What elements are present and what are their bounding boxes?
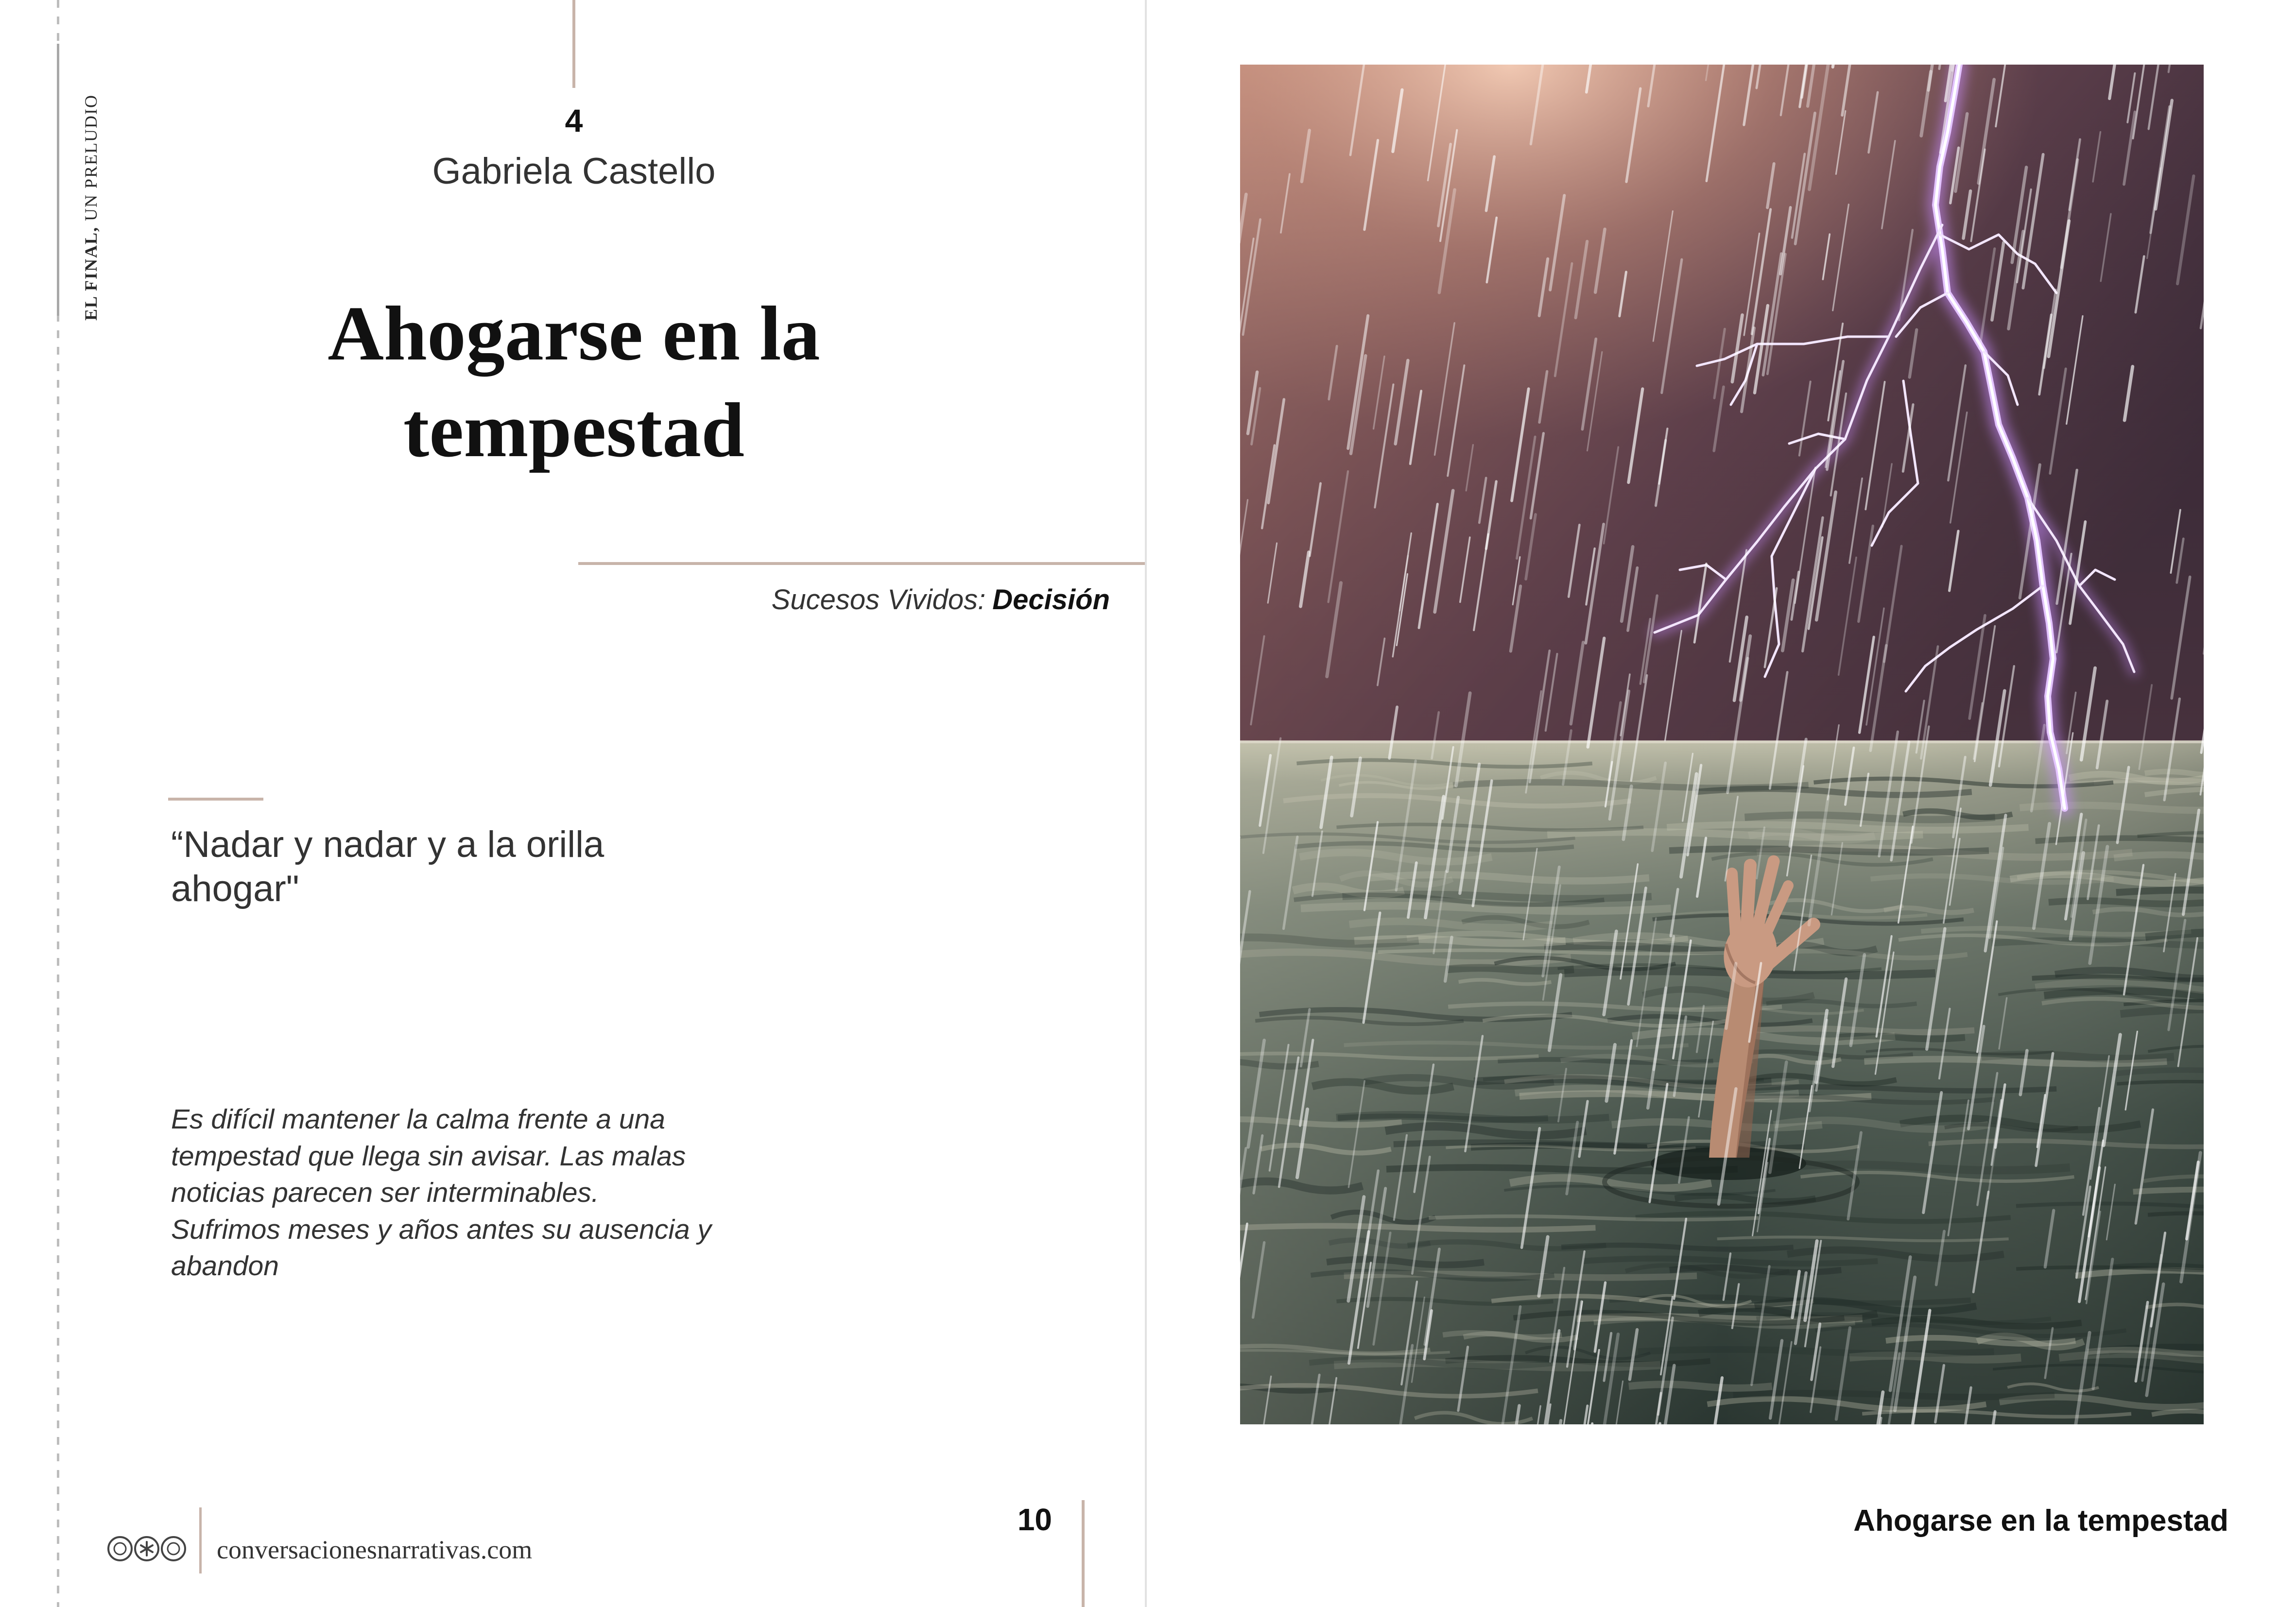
three-circles-logo-icon bbox=[104, 1530, 190, 1567]
spine-solid-line bbox=[57, 44, 59, 316]
footer-rule bbox=[199, 1507, 202, 1573]
wave-streak bbox=[1447, 968, 1574, 971]
page-number-rule bbox=[1082, 1500, 1085, 1607]
article-title-line: Ahogarse en la bbox=[328, 290, 820, 376]
article-title-line: tempestad bbox=[403, 387, 745, 473]
intro-line: abandon bbox=[171, 1250, 279, 1282]
page-number: 10 bbox=[1017, 1502, 1052, 1537]
running-title-rest: UN PRELUDIO bbox=[81, 94, 101, 226]
page-divider bbox=[1145, 0, 1147, 1607]
wave-streak bbox=[2145, 771, 2204, 775]
article-number: 4 bbox=[565, 103, 583, 138]
category-label: Sucesos Vividos: bbox=[771, 584, 986, 615]
category-value: Decisión bbox=[992, 584, 1110, 615]
top-vertical-rule bbox=[572, 0, 575, 88]
pull-quote-line: ahogar" bbox=[171, 868, 299, 909]
article-author: Gabriela Castello bbox=[432, 151, 716, 192]
intro-line: noticias parecen ser interminables. bbox=[171, 1177, 599, 1208]
article-photo bbox=[1240, 65, 2204, 1424]
running-title-bold: EL FINAL, bbox=[81, 226, 101, 321]
running-footer: Ahogarse en la tempestad bbox=[1853, 1504, 2228, 1538]
article-title bbox=[209, 285, 938, 479]
article-category bbox=[772, 583, 1110, 617]
pull-quote-line: “Nadar y nadar y a la orilla bbox=[171, 824, 604, 865]
running-title bbox=[80, 49, 102, 321]
intro-line: tempestad que llega sin avisar. Las malas bbox=[171, 1140, 686, 1172]
pull-quote bbox=[171, 822, 604, 911]
storm-illustration bbox=[1240, 65, 2204, 1424]
left-page bbox=[0, 0, 1146, 1607]
wave-streak bbox=[1669, 849, 1989, 853]
wave-streak bbox=[2049, 901, 2204, 904]
quote-rule bbox=[168, 798, 263, 801]
intro-line: Sufrimos meses y años antes su ausencia y bbox=[171, 1214, 712, 1245]
site-url: conversacionesnarrativas.com bbox=[217, 1535, 533, 1564]
wave-streak bbox=[1982, 1055, 2174, 1059]
wave-streak bbox=[1754, 1028, 1974, 1032]
wave-streak bbox=[1394, 1143, 1766, 1146]
intro-paragraph bbox=[171, 1101, 711, 1285]
section-rule bbox=[578, 562, 1146, 565]
intro-line: Es difícil mantener la calma frente a una bbox=[171, 1104, 666, 1135]
